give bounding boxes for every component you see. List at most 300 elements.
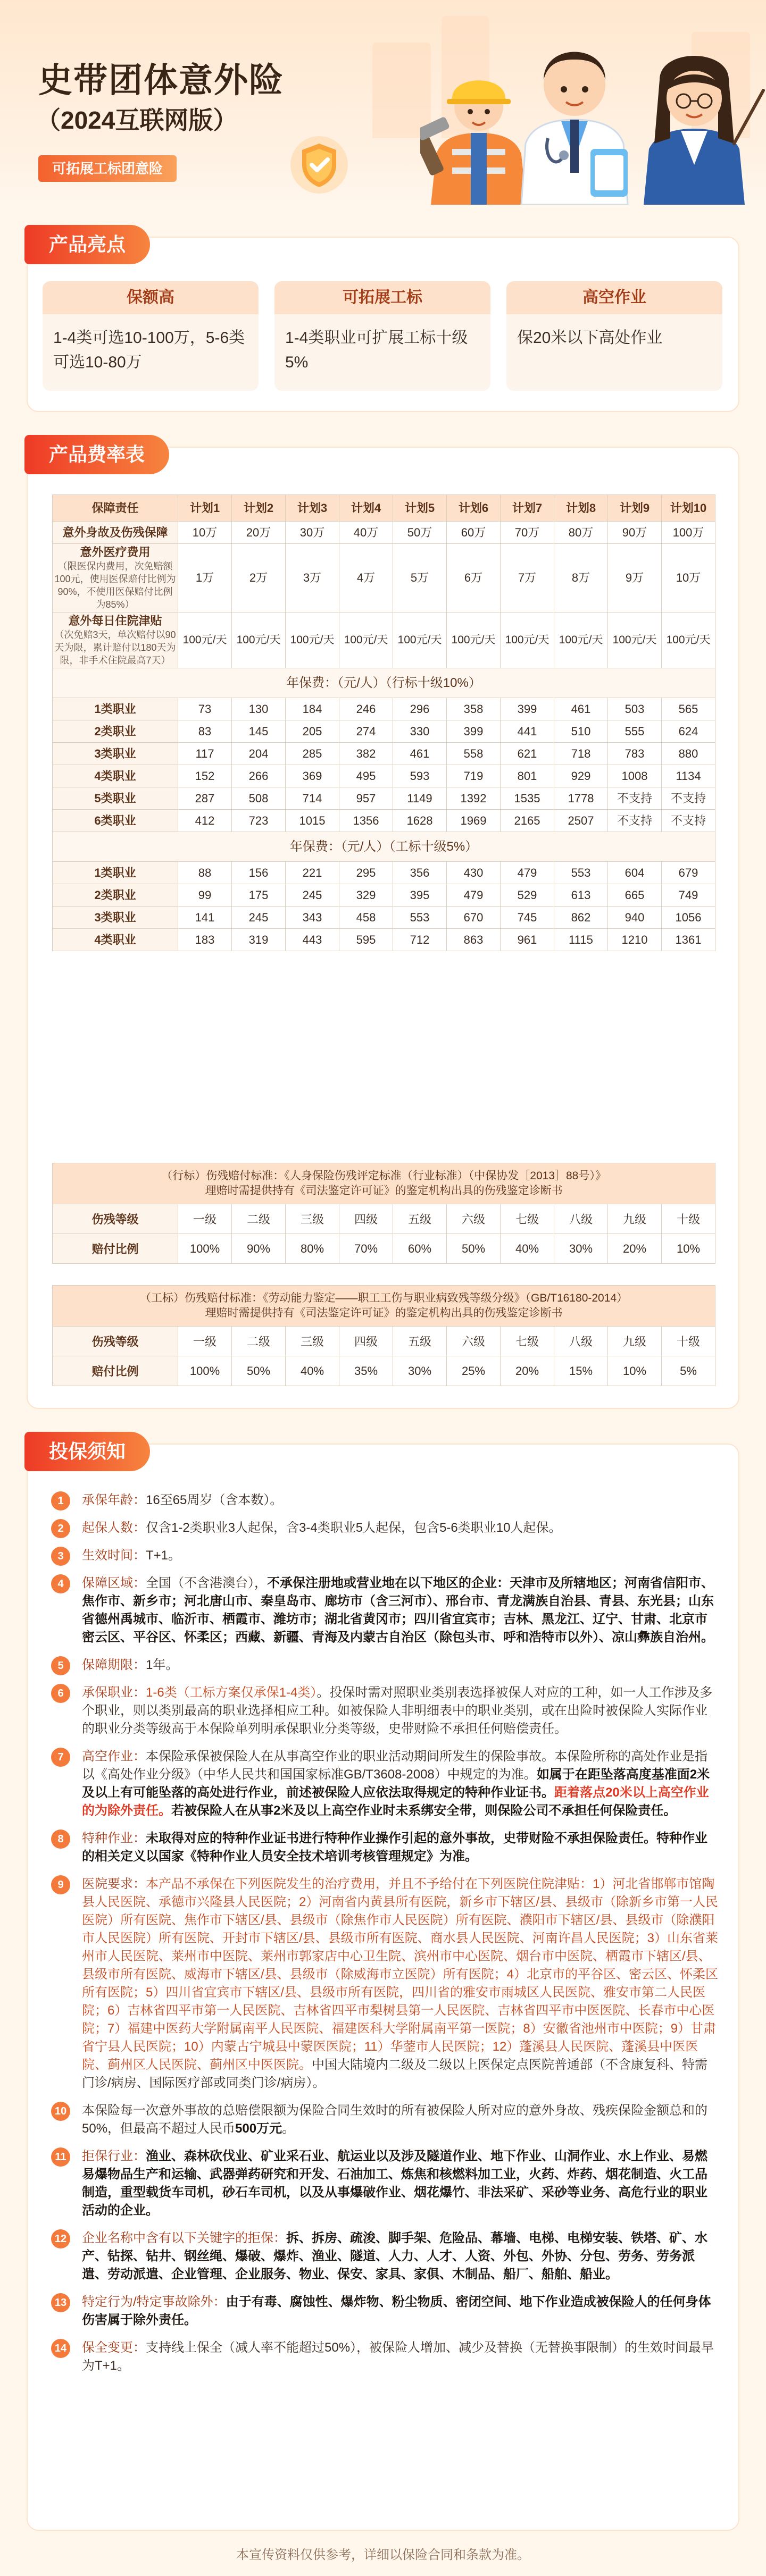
highlight-card [43,281,259,391]
table-cell: 5万 [393,544,447,612]
premium-section-title: 年保费：（元/人）（行标十级10%） [53,668,715,698]
premium-cell: 430 [447,862,501,884]
note-key: 保全变更： [82,2340,146,2355]
premium-cell: 130 [232,698,286,720]
note-text: 支持线上保全（减人率不能超过50%），被保险人增加、减少及替换（无替换事限制）的生效时间最早为T+1。 [82,2340,714,2373]
premium-cell: 145 [232,720,286,743]
disability-level: 九级 [608,1204,662,1234]
notes-list [51,1491,718,2385]
disability-level: 一级 [178,1327,232,1356]
occupation-label: 1类职业 [53,862,178,884]
note-item [51,2229,718,2284]
column-header-plan: 计划1 [178,495,232,522]
premium-cell: 141 [178,907,232,929]
shield-check-icon [287,133,351,197]
occupation-label: 2类职业 [53,884,178,907]
premium-cell: 749 [662,884,715,907]
premium-cell: 1628 [393,810,447,832]
coverage-name: 意外每日住院津贴 [68,614,162,627]
premium-cell: 412 [178,810,232,832]
premium-cell: 319 [232,929,286,951]
table-cell: 100元/天 [608,612,662,668]
disability-level: 六级 [447,1327,501,1356]
premium-cell: 不支持 [662,810,715,832]
row-label [53,522,178,544]
section-heading: 产品亮点 [24,225,150,264]
table-cell: 30万 [286,522,339,544]
table-cell: 70万 [501,522,554,544]
teacher-illustration [628,37,766,205]
note-text: 全国（不含港澳台）， [146,1576,267,1590]
table-cell: 10万 [662,544,715,612]
disability-level: 七级 [501,1327,554,1356]
premium-cell: 285 [286,743,339,765]
hang-disability-table [52,1163,715,1264]
premium-cell: 801 [501,765,554,787]
premium-cell: 712 [393,929,447,951]
row-label: 伤残等级 [53,1327,178,1356]
note-number-badge: 6 [51,1684,70,1703]
highlight-card-title: 可拓展工标 [274,281,490,314]
premium-cell: 245 [286,884,339,907]
note-bold: 由于有毒、腐蚀性、爆炸物、粉尘物质、密闭空间、地下作业造成被保险人的任何身体伤害属于除外责任。 [82,2295,711,2327]
premium-cell: 443 [286,929,339,951]
premium-cell: 83 [178,720,232,743]
premium-cell: 957 [339,787,393,810]
payout-ratio: 50% [447,1234,501,1264]
disability-level: 二级 [232,1327,286,1356]
premium-cell: 204 [232,743,286,765]
disability-caption: （工标）伤残赔付标准：《劳动能力鉴定——职工工伤与职业病致残等级分级》（GB/T16180-2014） 理赔时需提供持有《司法鉴定许可证》的鉴定机构出具的伤残鉴定诊断书 [53,1286,715,1327]
table-cell: 100元/天 [447,612,501,668]
note-text: 仅含1-2类职业3人起保，含3-4类职业5人起保，包含5-6类职业10人起保。 [146,1521,562,1535]
premium-cell: 1356 [339,810,393,832]
note-key: 承保职业： [82,1685,146,1700]
premium-cell: 593 [393,765,447,787]
highlight-card-text: 1-4类职业可扩展工标十级5% [285,329,468,371]
note-bold: 不承保注册地或营业地在以下地区的企业：天津市及所辖地区；河南省信阳市、焦作市、新乡市；河北唐山市、秦皇岛市、廊坊市（含三河市）、邢台市、青龙满族自治县、青县、东光县；山东省德州禹城市、临沂市、栖霞市、潍坊市；湖北省黄冈市；四川省宜宾市；吉林、黑龙江、辽宁、甘肃、北京市密云区、平谷区、怀柔区；西藏、新疆、青海及内蒙古自治区（除包头市、呼和浩特市以外）、凉山彝族自治州。 [82,1576,714,1644]
premium-cell: 723 [232,810,286,832]
premium-cell: 679 [662,862,715,884]
premium-cell: 479 [501,862,554,884]
highlights-panel [27,233,739,412]
premium-section-title: 年保费：（元/人）（工标十级5%） [53,832,715,862]
note-key: 承保年龄： [82,1493,146,1507]
premium-cell: 718 [554,743,608,765]
payout-ratio: 20% [501,1356,554,1386]
note-text: 中国大陆境内二级及二级以上医保定点医院普通部（不含康复科、特需门诊/病房、国际医疗部或同类门诊/病房）。 [82,2058,707,2090]
highlight-card [506,281,722,391]
disability-caption: （行标）伤残赔付标准：《人身保险伤残评定标准（行业标准）（中保协发［2013］88号）》 理赔时需提供持有《司法鉴定许可证》的鉴定机构出具的伤残鉴定诊断书 [53,1163,715,1204]
premium-cell: 不支持 [608,787,662,810]
premium-cell: 1361 [662,929,715,951]
table-cell: 60万 [447,522,501,544]
premium-cell: 670 [447,907,501,929]
note-warning: 距着落点20米以上高空作业的为除外责任。 [82,1785,709,1818]
note-highlight: 本产品不承保在下列医院发生的治疗费用，并且不予给付在下列医院住院津贴：1）河北省邯郸市馆陶县人民医院、承德市兴隆县人民医院；2）河南省内黄县所有医院，新乡市下辖区/县、县级市（除新乡市第一人民医院）所有医院、焦作市下辖区/县、县级市（除焦作市人民医院）所有医院、濮阳市下辖区/县、县级市（除濮阳市人民医院）所有医院、开封市下辖区/县、县级市所有医院、商水县人民医院、河南许昌人民医院；3）山东省莱州市人民医院、莱州市中医院、莱州市郭家店中心卫生院、滨州市中心医院、烟台市中医院、栖霞市下辖区/县、县级市所有医院、威海市下辖区/县、县级市（除威海市立医院）所有医院；4）北京市的平谷区、密云区、怀柔区所有医院；5）四川省宜宾市下辖区/县、县级市所有医院，四川省的雅安市雨城区人民医院、雅安市第二人民医院；6）吉林省四平市第一人民医院、吉林省四平市梨树县第一人民医院、吉林省四平市中医医院、长春市中心医院；7）福建中医药大学附属南平人民医院、福建医科大学附属南平第一医院；8）安徽省池州市中医院；9）甘肃省宁县人民医院；10）内蒙古宁城县中蒙医医院；11）华蓥市人民医院；12）蓬溪县人民医院、蓬溪县中医医院、蓟州区人民医院、蓟州区中医医院。 [82,1877,719,2072]
note-bold: 未取得对应的特种作业证书进行特种作业操作引起的意外事故，史带财险不承担保险责任。特种作业的相关定义以国家《特种作业人员安全技术培训考核管理规定》为准。 [82,1831,707,1864]
premium-cell: 399 [447,720,501,743]
note-number-badge: 1 [51,1491,70,1511]
highlight-card-text: 保20米以下高处作业 [517,329,663,347]
premium-cell: 508 [232,787,286,810]
table-row [53,720,715,743]
note-item [51,1748,718,1820]
section-heading: 产品费率表 [24,435,169,474]
payout-ratio: 100% [178,1234,232,1264]
premium-cell: 2165 [501,810,554,832]
coverage-row [53,612,715,668]
note-key: 特种作业： [82,1831,146,1845]
highlight-card [274,281,490,391]
note-key: 保障区域： [82,1576,146,1590]
payout-ratio: 50% [232,1356,286,1386]
premium-cell: 880 [662,743,715,765]
column-header-plan: 计划6 [447,495,501,522]
premium-cell: 461 [393,743,447,765]
note-number-badge: 11 [51,2147,70,2167]
note-number-badge: 9 [51,1875,70,1894]
note-bold: 如属于在距坠落高度基准面2米及以上有可能坠落的高处进行作业，前述被保险人应依法取得规定的特种作业证书。 [82,1767,710,1800]
premium-cell: 613 [554,884,608,907]
table-cell: 100元/天 [662,612,715,668]
occupation-label: 4类职业 [53,929,178,951]
note-item [51,1519,718,1537]
coverage-row [53,522,715,544]
disability-level: 一级 [178,1204,232,1234]
hero-banner [0,0,766,205]
payout-ratio: 10% [662,1234,715,1264]
premium-cell: 329 [339,884,393,907]
premium-cell: 553 [554,862,608,884]
note-number-badge: 5 [51,1656,70,1675]
note-text: 本保险每一次意外事故的总赔偿限额为保险合同生效时的所有被保险人所对应的意外身故、残疾保险金额总和的50%，但最高不超过人民币 [82,2103,707,2136]
payout-ratio: 90% [232,1234,286,1264]
disability-level: 四级 [339,1204,393,1234]
premium-cell: 369 [286,765,339,787]
payout-ratio: 30% [393,1356,447,1386]
payout-ratio: 30% [554,1234,608,1264]
rates-panel [27,443,739,1409]
disability-level: 十级 [662,1327,715,1356]
highlight-card-title: 保额高 [43,281,259,314]
note-item [51,1547,718,1565]
note-item [51,1574,718,1647]
payout-ratio: 40% [286,1356,339,1386]
column-header-plan: 计划3 [286,495,339,522]
premium-cell: 274 [339,720,393,743]
payout-ratio: 60% [393,1234,447,1264]
occupation-label: 3类职业 [53,743,178,765]
premium-cell: 399 [501,698,554,720]
note-item [51,1684,718,1738]
column-header-plan: 计划8 [554,495,608,522]
payout-ratio: 40% [501,1234,554,1264]
premium-cell: 152 [178,765,232,787]
premium-cell: 296 [393,698,447,720]
premium-cell: 221 [286,862,339,884]
payout-ratio: 20% [608,1234,662,1264]
premium-cell: 441 [501,720,554,743]
table-cell: 100元/天 [286,612,339,668]
table-cell: 100元/天 [554,612,608,668]
rate-table [52,494,715,951]
column-header-plan: 计划10 [662,495,715,522]
premium-cell: 1056 [662,907,715,929]
note-number-badge: 13 [51,2293,70,2312]
premium-cell: 553 [393,907,447,929]
table-cell: 3万 [286,544,339,612]
product-tag: 可拓展工标团意险 [38,155,177,182]
note-number-badge: 4 [51,1574,70,1593]
table-row [53,929,715,951]
premium-cell: 343 [286,907,339,929]
payout-ratio: 70% [339,1234,393,1264]
note-key: 起保人数： [82,1521,146,1535]
column-header-plan: 计划7 [501,495,554,522]
premium-cell: 558 [447,743,501,765]
payout-ratio: 5% [662,1356,715,1386]
note-bold: 500万元 [235,2121,282,2136]
note-item [51,1656,718,1674]
occupation-label: 4类职业 [53,765,178,787]
row-label [53,612,178,668]
doctor-illustration [511,21,638,205]
gong-disability-table [52,1285,715,1386]
note-bold: 渔业、森林砍伐业、矿业采石业、航运业以及涉及隧道作业、地下作业、山洞作业、水上作业、易燃易爆物品生产和运输、武器弹药研究和开发、石油加工、炼焦和核燃料加工业，火药、炸药、烟花制造、火工品制造，重型载货车司机，砂石车司机，以及从事爆破作业、烟花爆竹、非法采矿、采砂等业务、高危行业的职业活动的企业。 [82,2149,707,2218]
table-row [53,698,715,720]
note-item [51,2102,718,2138]
column-header-coverage: 保障责任 [53,495,178,522]
premium-cell: 1015 [286,810,339,832]
note-text: 本保险承保被保险人在从事高空作业的职业活动期间所发生的保险事故。本保险所称的高处作业是指以《高处作业分级》（中华人民共和国国家标准GB/T3608-2008）中规定的为准。 [82,1749,707,1782]
premium-cell: 不支持 [608,810,662,832]
disability-level: 五级 [393,1204,447,1234]
premium-cell: 929 [554,765,608,787]
payout-ratio: 100% [178,1356,232,1386]
note-key: 生效时间： [82,1548,146,1563]
note-number-badge: 12 [51,2229,70,2248]
note-number-badge: 7 [51,1748,70,1767]
premium-cell: 1392 [447,787,501,810]
note-item [51,2339,718,2375]
premium-cell: 175 [232,884,286,907]
note-key: 企业名称中含有以下关键字的拒保： [82,2231,286,2245]
note-number-badge: 10 [51,2102,70,2121]
premium-cell: 940 [608,907,662,929]
table-cell: 20万 [232,522,286,544]
highlight-card-title: 高空作业 [506,281,722,314]
disability-level: 八级 [554,1204,608,1234]
table-cell: 1万 [178,544,232,612]
premium-cell: 621 [501,743,554,765]
premium-cell: 88 [178,862,232,884]
note-number-badge: 3 [51,1547,70,1566]
note-key: 高空作业： [82,1749,146,1764]
note-text: 16至65周岁（含本数）。 [146,1493,283,1507]
table-cell: 100元/天 [501,612,554,668]
note-item [51,1830,718,1866]
disability-level: 三级 [286,1327,339,1356]
table-cell: 6万 [447,544,501,612]
note-highlight: 1-6类（工标方案仅承保1-4类） [146,1685,317,1700]
disability-level: 三级 [286,1204,339,1234]
premium-cell: 358 [447,698,501,720]
premium-cell: 246 [339,698,393,720]
premium-cell: 961 [501,929,554,951]
table-row [53,907,715,929]
note-key: 拒保行业： [82,2149,146,2163]
premium-cell: 495 [339,765,393,787]
table-row [53,884,715,907]
section-heading: 投保须知 [24,1432,150,1471]
premium-cell: 395 [393,884,447,907]
row-label [53,544,178,612]
premium-cell: 2507 [554,810,608,832]
payout-ratio: 80% [286,1234,339,1264]
coverage-row [53,544,715,612]
disability-level: 五级 [393,1327,447,1356]
table-cell: 50万 [393,522,447,544]
note-key: 医院要求： [82,1877,146,1891]
premium-cell: 1134 [662,765,715,787]
note-bold: 拆、拆房、疏浚、脚手架、危险品、幕墙、电梯、电梯安装、铁塔、矿、水产、钻探、钻井、钢丝绳、爆破、爆炸、渔业、隧道、人力、人才、人资、外包、外协、分包、劳务、劳务派遣、劳动派遣、企业管理、企业服务、物业、保安、家具、家俱、木制品、船厂、船舶、船业。 [82,2231,707,2281]
row-label: 赔付比例 [53,1234,178,1264]
premium-cell: 719 [447,765,501,787]
row-label: 赔付比例 [53,1356,178,1386]
disability-level: 七级 [501,1204,554,1234]
premium-cell: 714 [286,787,339,810]
disability-level: 八级 [554,1327,608,1356]
premium-cell: 555 [608,720,662,743]
note-key: 特定行为/特定事故除外： [82,2295,226,2309]
occupation-label: 5类职业 [53,787,178,810]
note-item [51,2147,718,2220]
note-item [51,1875,718,2092]
note-item [51,1491,718,1509]
premium-cell: 1535 [501,787,554,810]
premium-cell: 1969 [447,810,501,832]
premium-cell: 510 [554,720,608,743]
table-row [53,787,715,810]
premium-cell: 183 [178,929,232,951]
premium-cell: 117 [178,743,232,765]
note-text: 。 [282,2121,295,2136]
table-cell: 9万 [608,544,662,612]
premium-cell: 862 [554,907,608,929]
table-cell: 40万 [339,522,393,544]
premium-cell: 99 [178,884,232,907]
table-cell: 4万 [339,544,393,612]
occupation-label: 3类职业 [53,907,178,929]
page-subtitle: （2024互联网版） [36,106,238,134]
payout-ratio: 35% [339,1356,393,1386]
occupation-label: 1类职业 [53,698,178,720]
premium-cell: 529 [501,884,554,907]
page-title: 史带团体意外险 [38,61,284,99]
premium-cell: 1115 [554,929,608,951]
premium-cell: 604 [608,862,662,884]
table-cell: 100元/天 [393,612,447,668]
note-text: 1年。 [146,1658,179,1672]
table-row [53,810,715,832]
premium-cell: 不支持 [662,787,715,810]
premium-cell: 461 [554,698,608,720]
note-bold: 若被保险人在从事2米及以上高空作业时未系绑安全带，则保险公司不承担任何保险责任。 [171,1803,677,1818]
occupation-label: 6类职业 [53,810,178,832]
premium-cell: 245 [232,907,286,929]
note-number-badge: 8 [51,1830,70,1849]
payout-ratio: 25% [447,1356,501,1386]
premium-cell: 1210 [608,929,662,951]
disability-level: 六级 [447,1204,501,1234]
table-cell: 2万 [232,544,286,612]
note-item [51,2293,718,2329]
row-label: 伤残等级 [53,1204,178,1234]
table-row [53,862,715,884]
footer-disclaimer: 本宣传资料仅供参考，详细以保险合同和条款为准。 [236,2548,530,2562]
table-cell: 80万 [554,522,608,544]
premium-cell: 479 [447,884,501,907]
premium-cell: 287 [178,787,232,810]
premium-cell: 745 [501,907,554,929]
table-cell: 7万 [501,544,554,612]
premium-cell: 382 [339,743,393,765]
premium-cell: 1778 [554,787,608,810]
note-number-badge: 14 [51,2339,70,2358]
payout-ratio: 15% [554,1356,608,1386]
disability-level: 九级 [608,1327,662,1356]
column-header-plan: 计划2 [232,495,286,522]
premium-cell: 156 [232,862,286,884]
premium-cell: 665 [608,884,662,907]
disability-level: 十级 [662,1204,715,1234]
table-cell: 100元/天 [232,612,286,668]
premium-cell: 624 [662,720,715,743]
note-text: T+1。 [146,1548,181,1563]
coverage-name: 意外医疗费用 [80,546,151,559]
column-header-plan: 计划9 [608,495,662,522]
premium-cell: 266 [232,765,286,787]
premium-cell: 595 [339,929,393,951]
coverage-note: （次免赔3天，单次赔付以90天为限，累计赔付以180天为限，非手术住院最高7天） [54,630,176,666]
table-cell: 100元/天 [339,612,393,668]
payout-ratio: 10% [608,1356,662,1386]
table-row [53,765,715,787]
disability-level: 二级 [232,1204,286,1234]
table-cell: 90万 [608,522,662,544]
premium-cell: 356 [393,862,447,884]
note-text: 。投保时需对照职业类别表选择被保人对应的工种，如一人工作涉及多个职业，则以类别最高的职业选择相应工种。如被保险人非明细表中的职业类别，或在出险时被保险人实际作业的职业分类等级高于本保险单列明承保职业分类等级，史带财险不承担任何赔偿责任。 [82,1685,713,1736]
premium-cell: 73 [178,698,232,720]
table-cell: 10万 [178,522,232,544]
table-cell: 100万 [662,522,715,544]
column-header-plan: 计划4 [339,495,393,522]
table-cell: 8万 [554,544,608,612]
notes-panel [27,1440,739,2531]
premium-cell: 1149 [393,787,447,810]
premium-cell: 295 [339,862,393,884]
note-number-badge: 2 [51,1519,70,1538]
premium-cell: 184 [286,698,339,720]
note-key: 保障期限： [82,1658,146,1672]
coverage-name: 意外身故及伤残保障 [62,525,168,539]
table-row [53,743,715,765]
coverage-note: （限医保内费用，次免赔额100元，使用医保赔付比例为90%，不使用医保赔付比例为85%） [54,561,176,610]
premium-cell: 783 [608,743,662,765]
table-cell: 100元/天 [178,612,232,668]
occupation-label: 2类职业 [53,720,178,743]
